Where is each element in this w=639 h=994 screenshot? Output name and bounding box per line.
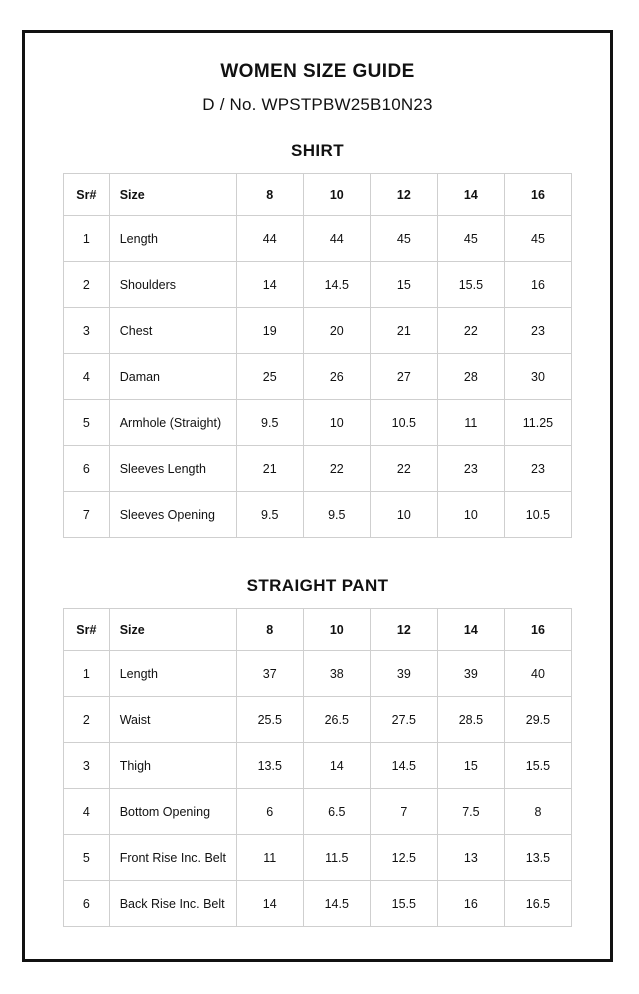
cell-val-14: 28.5 bbox=[437, 697, 504, 743]
cell-val-16: 16 bbox=[504, 262, 571, 308]
cell-val-12: 10.5 bbox=[370, 400, 437, 446]
cell-val-14: 7.5 bbox=[437, 789, 504, 835]
cell-sr: 2 bbox=[64, 697, 110, 743]
cell-val-16: 23 bbox=[504, 308, 571, 354]
cell-val-8: 14 bbox=[236, 262, 303, 308]
cell-val-12: 15.5 bbox=[370, 881, 437, 927]
header-col-14: 14 bbox=[437, 609, 504, 651]
section-title-straight-pant: STRAIGHT PANT bbox=[246, 576, 389, 595]
shirt-size-table bbox=[63, 173, 572, 538]
cell-val-12: 27 bbox=[370, 354, 437, 400]
cell-val-10: 38 bbox=[303, 651, 370, 697]
cell-val-8: 37 bbox=[236, 651, 303, 697]
cell-val-8: 9.5 bbox=[236, 400, 303, 446]
cell-val-12: 21 bbox=[370, 308, 437, 354]
cell-name: Chest bbox=[109, 308, 236, 354]
table-header-row bbox=[64, 174, 572, 216]
cell-val-14: 16 bbox=[437, 881, 504, 927]
cell-val-16: 16.5 bbox=[504, 881, 571, 927]
cell-val-8: 25 bbox=[236, 354, 303, 400]
cell-val-16: 40 bbox=[504, 651, 571, 697]
design-number: D / No. WPSTPBW25B10N23 bbox=[202, 95, 433, 114]
cell-name: Waist bbox=[109, 697, 236, 743]
cell-name: Shoulders bbox=[109, 262, 236, 308]
table-row bbox=[64, 651, 572, 697]
cell-val-14: 28 bbox=[437, 354, 504, 400]
cell-val-14: 13 bbox=[437, 835, 504, 881]
cell-name: Sleeves Length bbox=[109, 446, 236, 492]
cell-val-16: 13.5 bbox=[504, 835, 571, 881]
cell-val-12: 45 bbox=[370, 216, 437, 262]
cell-val-8: 6 bbox=[236, 789, 303, 835]
cell-val-12: 39 bbox=[370, 651, 437, 697]
cell-sr: 6 bbox=[64, 881, 110, 927]
table-row bbox=[64, 354, 572, 400]
header-col-12: 12 bbox=[370, 609, 437, 651]
header-col-8: 8 bbox=[236, 174, 303, 216]
table-row bbox=[64, 262, 572, 308]
section-divider-spacer bbox=[63, 538, 572, 576]
cell-name: Length bbox=[109, 651, 236, 697]
cell-val-10: 26.5 bbox=[303, 697, 370, 743]
cell-sr: 5 bbox=[64, 835, 110, 881]
cell-name: Armhole (Straight) bbox=[109, 400, 236, 446]
cell-val-10: 14 bbox=[303, 743, 370, 789]
cell-sr: 1 bbox=[64, 651, 110, 697]
header-col-16: 16 bbox=[504, 609, 571, 651]
header-size: Size bbox=[109, 609, 236, 651]
header-col-10: 10 bbox=[303, 609, 370, 651]
cell-val-14: 11 bbox=[437, 400, 504, 446]
section-title-shirt: SHIRT bbox=[291, 141, 344, 160]
cell-val-14: 15 bbox=[437, 743, 504, 789]
page-title: WOMEN SIZE GUIDE bbox=[220, 61, 415, 82]
cell-val-12: 27.5 bbox=[370, 697, 437, 743]
table-row bbox=[64, 697, 572, 743]
cell-val-10: 6.5 bbox=[303, 789, 370, 835]
table-row bbox=[64, 308, 572, 354]
table-row bbox=[64, 881, 572, 927]
cell-sr: 7 bbox=[64, 492, 110, 538]
cell-val-8: 13.5 bbox=[236, 743, 303, 789]
header-col-12: 12 bbox=[370, 174, 437, 216]
cell-name: Front Rise Inc. Belt bbox=[109, 835, 236, 881]
cell-val-16: 8 bbox=[504, 789, 571, 835]
cell-sr: 2 bbox=[64, 262, 110, 308]
cell-val-10: 14.5 bbox=[303, 262, 370, 308]
table-row bbox=[64, 492, 572, 538]
cell-val-16: 45 bbox=[504, 216, 571, 262]
header-col-16: 16 bbox=[504, 174, 571, 216]
cell-val-10: 11.5 bbox=[303, 835, 370, 881]
header-col-10: 10 bbox=[303, 174, 370, 216]
cell-val-10: 10 bbox=[303, 400, 370, 446]
cell-val-14: 15.5 bbox=[437, 262, 504, 308]
table-header-row bbox=[64, 609, 572, 651]
straight-pant-size-table bbox=[63, 608, 572, 927]
cell-val-16: 10.5 bbox=[504, 492, 571, 538]
cell-sr: 5 bbox=[64, 400, 110, 446]
table-row bbox=[64, 400, 572, 446]
cell-name: Thigh bbox=[109, 743, 236, 789]
cell-val-8: 19 bbox=[236, 308, 303, 354]
cell-name: Length bbox=[109, 216, 236, 262]
table-row bbox=[64, 743, 572, 789]
cell-val-12: 7 bbox=[370, 789, 437, 835]
cell-val-16: 15.5 bbox=[504, 743, 571, 789]
table-row bbox=[64, 835, 572, 881]
cell-name: Sleeves Opening bbox=[109, 492, 236, 538]
cell-sr: 3 bbox=[64, 308, 110, 354]
cell-sr: 6 bbox=[64, 446, 110, 492]
table-row bbox=[64, 789, 572, 835]
cell-val-10: 44 bbox=[303, 216, 370, 262]
cell-val-10: 14.5 bbox=[303, 881, 370, 927]
cell-val-10: 22 bbox=[303, 446, 370, 492]
cell-val-8: 9.5 bbox=[236, 492, 303, 538]
cell-val-14: 39 bbox=[437, 651, 504, 697]
cell-name: Bottom Opening bbox=[109, 789, 236, 835]
cell-name: Back Rise Inc. Belt bbox=[109, 881, 236, 927]
cell-sr: 1 bbox=[64, 216, 110, 262]
cell-val-16: 30 bbox=[504, 354, 571, 400]
cell-name: Daman bbox=[109, 354, 236, 400]
cell-val-14: 10 bbox=[437, 492, 504, 538]
cell-val-8: 11 bbox=[236, 835, 303, 881]
cell-val-16: 11.25 bbox=[504, 400, 571, 446]
cell-val-12: 10 bbox=[370, 492, 437, 538]
cell-val-8: 14 bbox=[236, 881, 303, 927]
cell-val-10: 26 bbox=[303, 354, 370, 400]
cell-val-10: 20 bbox=[303, 308, 370, 354]
cell-val-8: 44 bbox=[236, 216, 303, 262]
cell-sr: 4 bbox=[64, 354, 110, 400]
cell-sr: 4 bbox=[64, 789, 110, 835]
cell-val-14: 22 bbox=[437, 308, 504, 354]
size-guide-page bbox=[22, 30, 613, 962]
cell-val-8: 21 bbox=[236, 446, 303, 492]
cell-val-16: 23 bbox=[504, 446, 571, 492]
table-row bbox=[64, 446, 572, 492]
cell-val-14: 45 bbox=[437, 216, 504, 262]
header-col-8: 8 bbox=[236, 609, 303, 651]
cell-val-14: 23 bbox=[437, 446, 504, 492]
cell-sr: 3 bbox=[64, 743, 110, 789]
header-sr: Sr# bbox=[64, 174, 110, 216]
cell-val-16: 29.5 bbox=[504, 697, 571, 743]
cell-val-12: 12.5 bbox=[370, 835, 437, 881]
header-size: Size bbox=[109, 174, 236, 216]
table-row bbox=[64, 216, 572, 262]
cell-val-12: 22 bbox=[370, 446, 437, 492]
cell-val-10: 9.5 bbox=[303, 492, 370, 538]
header-sr: Sr# bbox=[64, 609, 110, 651]
header-col-14: 14 bbox=[437, 174, 504, 216]
cell-val-12: 15 bbox=[370, 262, 437, 308]
cell-val-8: 25.5 bbox=[236, 697, 303, 743]
cell-val-12: 14.5 bbox=[370, 743, 437, 789]
